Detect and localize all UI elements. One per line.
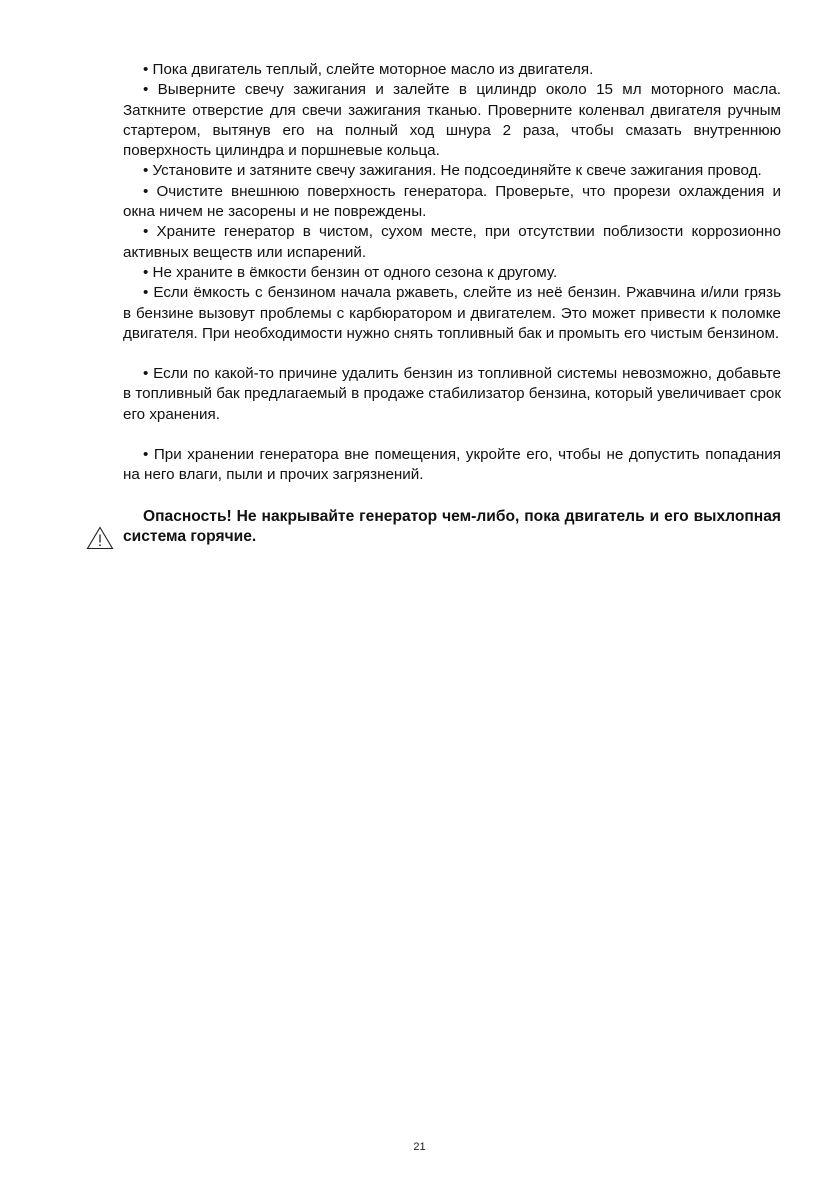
page-content bbox=[123, 60, 781, 547]
paragraph-install-spark-plug: • Установите и затяните свечу зажигания. Не подсоединяйте к свече зажигания провод. bbox=[143, 162, 762, 180]
paragraph-no-fuel-storage: • Не храните в ёмкости бензин от одного сезона к другому. bbox=[143, 263, 558, 281]
danger-text: Опасность! Не накрывайте генератор чем-либо, пока двигатель и его выхлопная система горячие. bbox=[123, 507, 781, 545]
paragraph-drain-oil: • Пока двигатель теплый, слейте моторное масло из двигателя. bbox=[143, 61, 594, 78]
paragraph-fuel-stabilizer: • Если по какой-то причине удалить бензин из топливной системы невозможно, добавьте в топливный бак предлагаемый в продаже стабилизатор бензина, который увеличивает срок его хранения. bbox=[123, 365, 781, 423]
danger-notice bbox=[123, 507, 781, 548]
warning-triangle-icon bbox=[86, 526, 114, 550]
paragraph-gap bbox=[123, 344, 781, 364]
page-number: 21 bbox=[413, 1141, 426, 1153]
paragraph-spark-plug-oil: • Выверните свечу зажигания и залейте в цилиндр около 15 мл моторного масла. Заткните отверстие для свечи зажигания тканью. Проверните коленвал двигателя ручным стартером, вытянув его на полный ход шнура 2 раза, чтобы смазать внутреннюю поверхность цилиндра и поршневые кольца. bbox=[123, 81, 781, 160]
paragraph-gap bbox=[123, 425, 781, 445]
paragraph-clean-generator: • Очистите внешнюю поверхность генератора. Проверьте, что прорези охлаждения и окна ничем не засорены и не повреждены. bbox=[123, 182, 781, 221]
paragraph-outdoor-storage: • При хранении генератора вне помещения, укройте его, чтобы не допустить попадания на него влаги, пыли и прочих загрязнений. bbox=[123, 446, 781, 484]
paragraph-storage-place: • Храните генератор в чистом, сухом месте, при отсутствии поблизости коррозионно активных веществ или испарений. bbox=[123, 223, 781, 261]
paragraph-rusty-container: • Если ёмкость с бензином начала ржаветь, слейте из неё бензин. Ржавчина и/или грязь в бензине вызовут проблемы с карбюратором и двигателем. Это может привести к поломке двигателя. При необходимости нужно снять топливный бак и промыть его чистым бензином. bbox=[123, 284, 781, 342]
